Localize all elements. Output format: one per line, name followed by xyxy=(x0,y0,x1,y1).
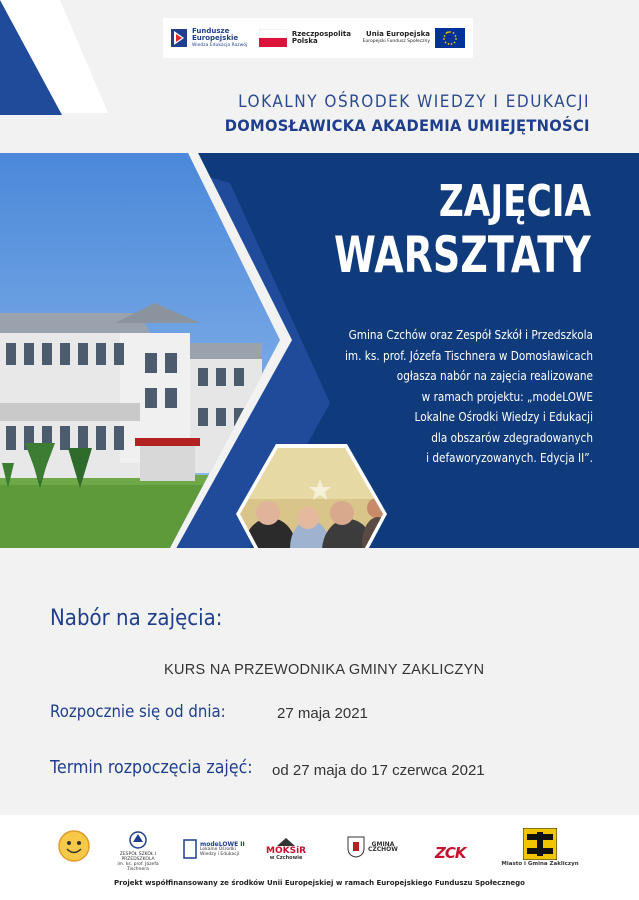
desc-line: dla obszarów zdegradowanych xyxy=(431,429,593,445)
moksir-logo xyxy=(266,838,306,861)
moksir-roof-icon xyxy=(277,838,295,846)
gmina-line1: GMINA xyxy=(371,841,395,848)
zck-logo xyxy=(435,844,466,862)
eu-logo-strip xyxy=(163,18,473,58)
zakliczyn-logo xyxy=(500,828,580,867)
fe-line1: Fundusze xyxy=(192,26,230,35)
term-value: od 27 maja do 17 czerwca 2021 xyxy=(272,762,485,779)
fe-star-icon xyxy=(171,29,187,47)
unia-europejska-logo xyxy=(363,28,465,48)
title-line2: WARSZTATY xyxy=(334,226,591,284)
term-label: Termin rozpoczęcia zajęć: xyxy=(50,757,253,778)
header-line1: LOKALNY OŚRODEK WIEDZY I EDUKACJI xyxy=(238,92,590,112)
smiley-icon xyxy=(58,830,90,862)
crest-icon xyxy=(347,836,365,858)
course-name: KURS NA PRZEWODNIKA GMINY ZAKLICZYN xyxy=(164,662,485,678)
rp-line1: Rzeczpospolita xyxy=(291,30,351,38)
fe-line2: Europejskie xyxy=(192,33,239,42)
desc-line: im. ks. prof. Józefa Tischnera w Domosławicach xyxy=(344,347,593,363)
gmina-czchow-logo xyxy=(347,836,398,858)
zck-name: ZCK xyxy=(435,844,466,862)
zespol-szkol-logo xyxy=(112,830,164,872)
zakliczyn-crest-icon xyxy=(523,828,557,860)
rzeczpospolita-logo xyxy=(259,29,351,47)
desc-line: w ramach projektu: „modeLOWE xyxy=(421,388,593,404)
ue-line2: Europejski Fundusz Społeczny xyxy=(362,39,430,44)
fundusze-europejskie-logo xyxy=(171,28,247,49)
smiley-logo xyxy=(58,830,90,862)
header-line2: DOMOSŁAWICKA AKADEMIA UMIEJĘTNOŚCI xyxy=(224,116,590,135)
moksir-sub: w Czchowie xyxy=(269,855,303,861)
model-line2: Lokalne Ośrodki xyxy=(200,846,236,852)
zakliczyn-name: Miasto i Gmina Zakliczyn xyxy=(501,861,579,867)
school-crest-icon xyxy=(128,830,148,852)
fe-line3: Wiedza Edukacja Rozwój xyxy=(192,42,248,48)
book-icon xyxy=(183,838,197,860)
zespol-line1: ZESPÓŁ SZKÓŁ I PRZEDSZKOLA xyxy=(119,852,157,862)
polish-flag-icon xyxy=(259,29,287,47)
desc-line: ogłasza nabór na zajęcia realizowane xyxy=(396,368,593,383)
enrollment-heading: Nabór na zajęcia: xyxy=(50,606,223,631)
ue-line1: Unia Europejska xyxy=(366,30,430,38)
gmina-line2: CZCHÓW xyxy=(368,846,398,853)
desc-line: i defaworyzowanych. Edycja II”. xyxy=(426,450,593,465)
desc-line: Gmina Czchów oraz Zespół Szkół i Przedszkola xyxy=(348,327,593,342)
model-line1: modeLOWE II xyxy=(200,840,245,848)
zespol-line2: im. ks. prof. Józefa Tischnera xyxy=(117,862,159,872)
title-line1: ZAJĘCIA xyxy=(438,176,591,227)
corner-triangle xyxy=(0,0,110,115)
footer-note: Projekt współfinansowany ze środków Unii Europejskiej w ramach Europejskiego Funduszu Społecznego xyxy=(114,879,525,887)
rp-line2: Polska xyxy=(291,37,318,45)
desc-line: Lokalne Ośrodki Wiedzy i Edukacji xyxy=(414,409,593,424)
eu-flag-icon xyxy=(435,28,465,48)
model-line3: Wiedzy i Edukacji xyxy=(200,851,240,857)
modelowe-logo xyxy=(183,838,245,860)
start-label: Rozpocznie się od dnia: xyxy=(50,702,226,722)
announcement-text xyxy=(213,325,593,469)
moksir-name: MOKSiR xyxy=(266,846,307,856)
start-value: 27 maja 2021 xyxy=(277,705,368,722)
